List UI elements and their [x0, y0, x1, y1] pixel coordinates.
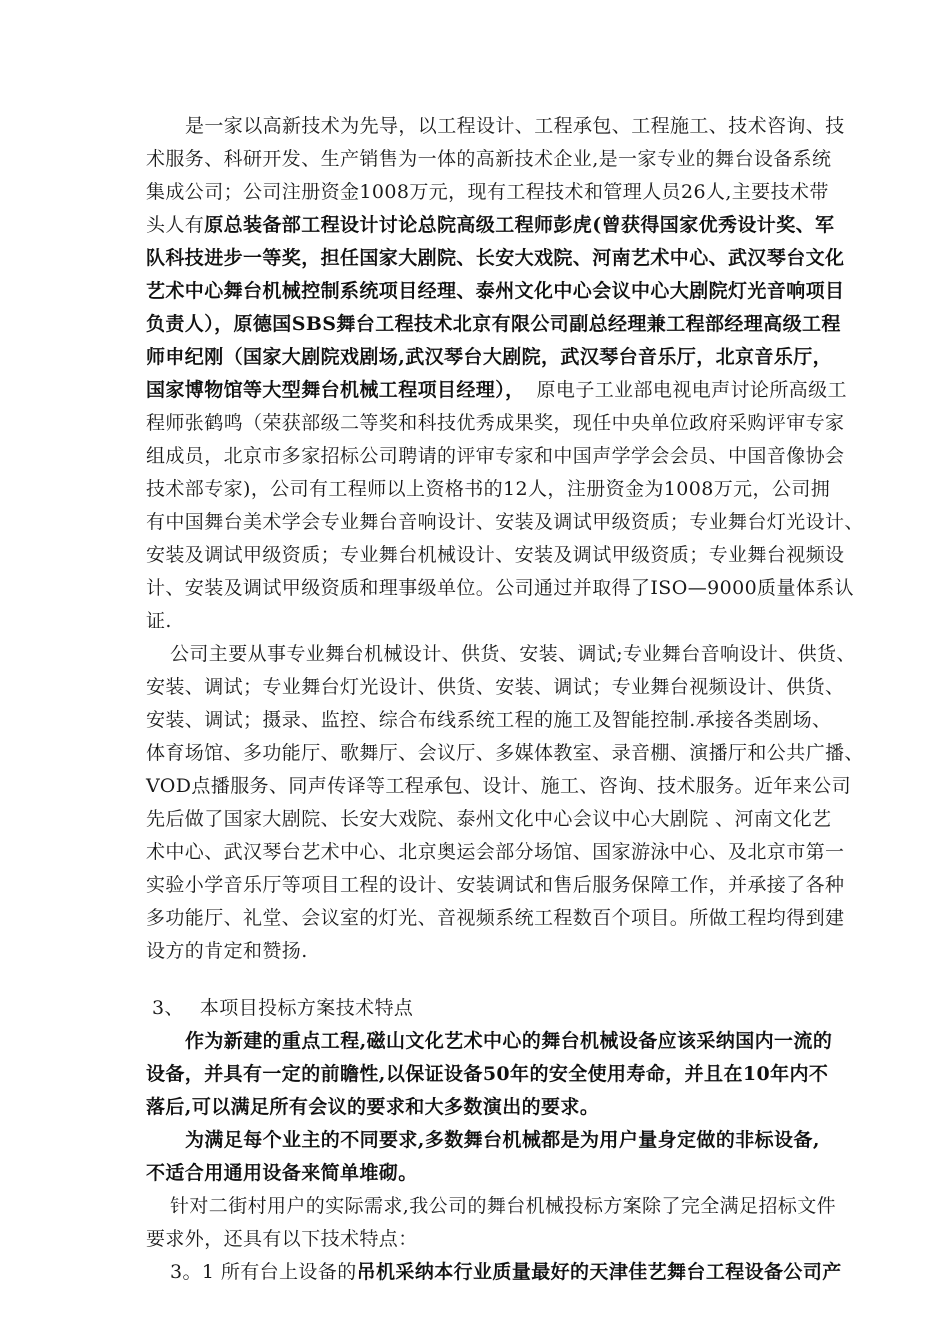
intro-line-16: 证.	[146, 610, 172, 632]
business-line-5: VOD点播服务、同声传译等工程承包、设计、施工、咨询、技术服务。近年来公司	[146, 775, 851, 797]
intro-line-6: 艺术中心舞台机械控制系统项目经理、泰州文化中心会议中心大剧院灯光音响项目	[146, 280, 845, 302]
intro-line-10: 程师张鹤鸣（荣获部级二等奖和科技优秀成果奖，现任中央单位政府采购评审专家	[146, 412, 845, 434]
business-line-6: 先后做了国家大剧院、长安大戏院、泰州文化中心会议中心大剧院 、河南文化艺	[146, 808, 832, 830]
business-line-10: 设方的肯定和赞扬.	[146, 940, 308, 962]
business-line-4: 体育场馆、多功能厅、歌舞厅、会议厅、多媒体教室、录音棚、演播厅和公共广播、	[146, 742, 864, 764]
intro-line-12: 技术部专家)，公司有工程师以上资格书的12人，注册资金为1008万元，公司拥	[146, 478, 831, 500]
para3-line-2: 要求外，还具有以下技术特点：	[146, 1228, 418, 1250]
intro-line-3: 集成公司；公司注册资金1008万元，现有工程技术和管理人员26人,主要技术带	[146, 181, 829, 203]
section-title: 本项目投标方案技术特点	[199, 997, 414, 1019]
item-3-1-bold: 吊机采纳本行业质量最好的天津佳艺舞台工程设备公司产	[356, 1261, 842, 1283]
intro-line-15: 计、安装及调试甲级资质和理事级单位。公司通过并取得了ISO—9000质量体系认	[146, 577, 855, 599]
intro-line-4	[146, 213, 834, 237]
intro-line-8: 师申纪刚（国家大剧院戏剧场,武汉琴台大剧院，武汉琴台音乐厅，北京音乐厅，	[146, 346, 833, 368]
business-line-2: 安装、调试；专业舞台灯光设计、供货、安装、调试；专业舞台视频设计、供货、	[146, 676, 845, 698]
business-line-9: 多功能厅、礼堂、会议室的灯光、音视频系统工程数百个项目。所做工程均得到建	[146, 907, 845, 929]
intro-line-9	[146, 378, 847, 402]
bold-para2-line-1: 为满足每个业主的不同要求,多数舞台机械都是为用户量身定做的非标设备,	[185, 1129, 820, 1151]
item-3-1	[170, 1260, 842, 1284]
intro-line-7: 负责人），原德国SBS舞台工程技术北京有限公司副总经理兼工程部经理高级工程	[146, 313, 841, 335]
business-line-3: 安装、调试；摄录、监控、综合布线系统工程的施工及智能控制.承接各类剧场、	[146, 709, 832, 731]
para3-line-1: 针对二街村用户的实际需求,我公司的舞台机械投标方案除了完全满足招标文件	[170, 1195, 837, 1217]
item-3-1-prefix: 3。1 所有台上设备的	[170, 1261, 357, 1283]
intro-line-11: 组成员，北京市多家招标公司聘请的评审专家和中国声学学会会员、中国音像协会	[146, 445, 845, 467]
intro-line-4-normal: 头人有	[146, 214, 205, 236]
bold-para1-line-3: 落后,可以满足所有会议的要求和大多数演出的要求。	[146, 1096, 600, 1118]
intro-line-4-bold: 原总装备部工程设计讨论总院高级工程师彭虎(曾获得国家优秀设计奖、军	[204, 214, 835, 236]
business-line-8: 实验小学音乐厅等项目工程的设计、安装调试和售后服务保障工作，并承接了各种	[146, 874, 845, 896]
bold-para2-line-2: 不适合用通用设备来简单堆砌。	[146, 1162, 418, 1184]
section-number: 3、	[152, 997, 184, 1019]
business-line-1: 公司主要从事专业舞台机械设计、供货、安装、调试;专业舞台音响设计、供货、	[170, 643, 856, 665]
business-line-7: 术中心、武汉琴台艺术中心、北京奥运会部分场馆、国家游泳中心、及北京市第一	[146, 841, 845, 863]
bold-para1-line-1: 作为新建的重点工程,磁山文化艺术中心的舞台机械设备应该采纳国内一流的	[185, 1030, 833, 1052]
section-heading	[152, 996, 413, 1020]
intro-line-2: 术服务、科研开发、生产销售为一体的高新技术企业,是一家专业的舞台设备系统	[146, 148, 832, 170]
intro-line-1: 是一家以高新技术为先导，以工程设计、工程承包、工程施工、技术咨询、技	[185, 115, 845, 137]
intro-line-9-bold: 国家博物馆等大型舞台机械工程项目经理），	[146, 379, 525, 401]
bold-para1-line-2: 设备，并具有一定的前瞻性,以保证设备50年的安全使用寿命，并且在10年内不	[146, 1063, 829, 1085]
intro-line-5: 队科技进步一等奖，担任国家大剧院、长安大戏院、河南艺术中心、武汉琴台文化	[146, 247, 845, 269]
intro-line-9-normal: 原电子工业部电视电声讨论所高级工	[536, 379, 847, 401]
intro-line-14: 安装及调试甲级资质；专业舞台机械设计、安装及调试甲级资质；专业舞台视频设	[146, 544, 845, 566]
intro-line-13: 有中国舞台美术学会专业舞台音响设计、安装及调试甲级资质；专业舞台灯光设计、	[146, 511, 864, 533]
